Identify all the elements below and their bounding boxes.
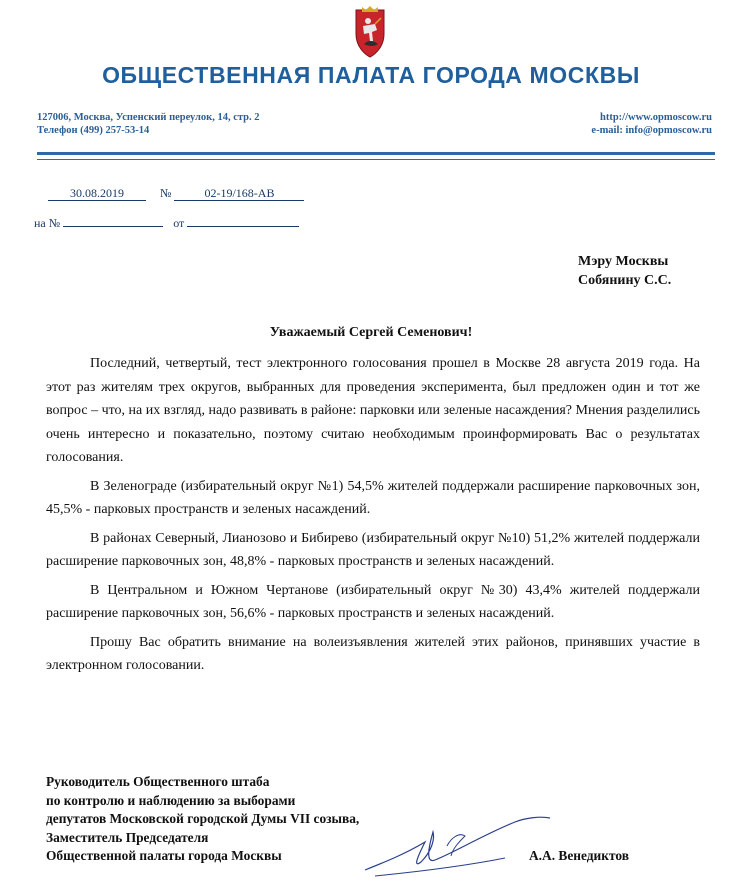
website-link[interactable]: http://www.opmoscow.ru <box>599 112 712 123</box>
organization-title: ОБЩЕСТВЕННАЯ ПАЛАТА ГОРОДА МОСКВЫ <box>102 62 640 88</box>
contact-block <box>591 111 712 137</box>
document-date: 30.08.2019 <box>48 186 146 201</box>
handwritten-signature-icon <box>355 812 555 880</box>
position-line: по контролю и наблюдению за выборами <box>46 792 296 808</box>
addressee-title: Мэру Москвы <box>578 254 669 269</box>
phone-line: Телефон (499) 257-53-14 <box>37 125 150 136</box>
letter-body <box>46 352 700 683</box>
reply-from-label: от <box>173 216 185 230</box>
paragraph: Последний, четвертый, тест электронного голосования прошел в Москве 28 августа 2019 года. На этот раз жителям трех округов, выбранных для проведения эксперимента, был предложен один и тот же вопрос – что, на их взгляд, надо развивать в районе: парковки или зеленые насаждения? Мнения разделились очень интересно и показательно, поэтому считаю необходимым проинформировать Вас о результатах голосования. <box>46 356 700 465</box>
letterhead-divider-thick <box>37 152 715 155</box>
position-line: Руководитель Общественного штаба <box>46 774 270 789</box>
paragraph: В Центральном и Южном Чертанове (избирательный округ №30) 43,4% жителей поддержали расширение парковочных зон, 56,6% - парковых пространств и зеленых насаждений. <box>46 582 700 621</box>
document-number: 02-19/168-АВ <box>174 186 304 201</box>
letterhead-divider-thin <box>37 159 715 160</box>
paragraph: В Зеленограде (избирательный округ №1) 54,5% жителей поддержали расширение парковочных зон, 45,5% - парковых пространств и зеленых насаждений. <box>46 478 700 517</box>
paragraph: В районах Северный, Лианозово и Бибирево (избирательный округ №10) 51,2% жителей поддержали расширение парковочных зон, 48,8% - парковых пространств и зеленых насаждений. <box>46 530 700 569</box>
salutation: Уважаемый Сергей Семенович! <box>269 325 473 340</box>
registration-row <box>48 186 304 201</box>
reply-number-field <box>63 214 163 227</box>
position-line: депутатов Московской городской Думы VII созыва, <box>46 811 360 826</box>
email-link[interactable]: e-mail: info@opmoscow.ru <box>591 125 712 136</box>
position-line: Общественной палаты города Москвы <box>46 848 282 863</box>
signatory-position <box>46 773 359 866</box>
address-line: 127006, Москва, Успенский переулок, 14, стр. 2 <box>37 112 260 123</box>
reply-number-label: на № <box>34 216 61 230</box>
position-line: Заместитель Председателя <box>46 829 209 845</box>
reply-date-field <box>187 214 299 227</box>
address-block <box>37 111 260 137</box>
moscow-coat-of-arms-icon <box>342 4 398 60</box>
number-label: № <box>160 186 172 200</box>
addressee <box>578 252 671 290</box>
paragraph: Прошу Вас обратить внимание на волеизъявления жителей этих районов, принявших участие в электронном голосовании. <box>46 634 700 673</box>
reply-row <box>34 214 299 231</box>
addressee-name: Собянину С.С. <box>578 273 672 288</box>
signatory-name: А.А. Венедиктов <box>529 848 629 863</box>
